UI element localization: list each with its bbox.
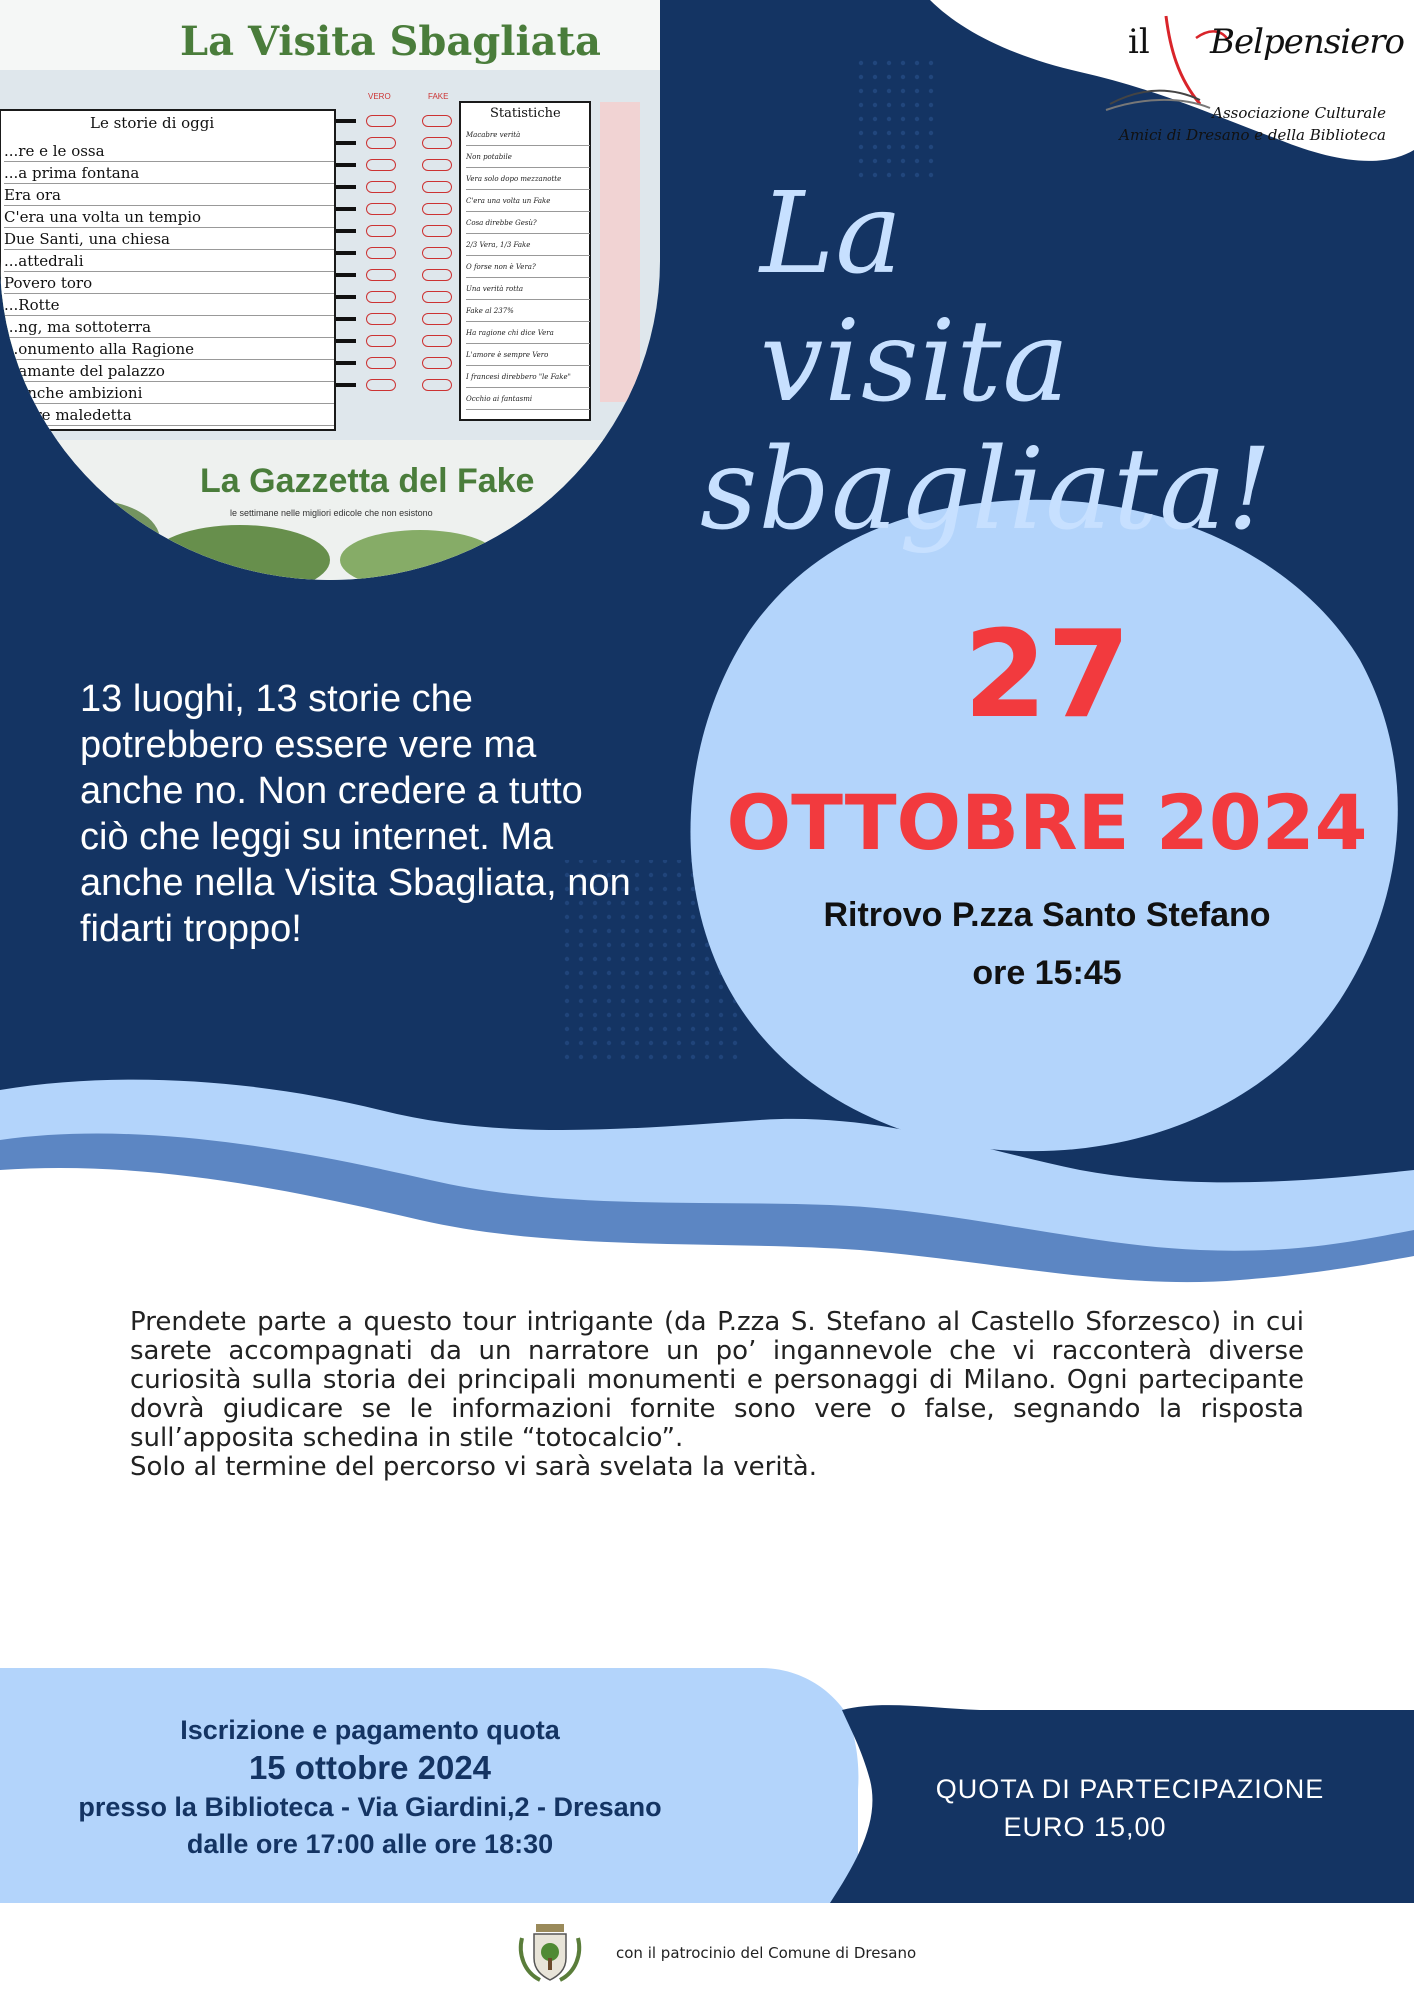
photo-true-box [366,335,396,347]
photo-fake-box [422,115,452,127]
meeting-place: Ritrovo P.zza Santo Stefano [823,896,1271,934]
photo-checkbox-row [336,286,456,308]
photo-true-box [366,159,396,171]
photo-story-item: Povero toro [4,272,334,294]
photo-checkbox-row [336,330,456,352]
photo-story-item: ...attedrali [4,250,334,272]
photo-row-dash [336,207,356,211]
event-title [680,169,1273,555]
photo-fake-box [422,335,452,347]
photo-row-dash [336,317,356,321]
photo-stat-item: O forse non è Vera? [466,256,590,278]
photo-checkbox-row [336,220,456,242]
photo-checkbox-row [336,308,456,330]
photo-stat-item: L'amore è sempre Vero [466,344,590,366]
event-title-line-2: sbagliata! [700,425,1273,555]
patronage-text: con il patrocinio del Comune di Dresano [616,1944,917,1962]
photo-col-fake: FAKE [428,92,449,101]
photo-newspaper-sub: le settimane nelle migliori edicole che non esistono [230,508,433,518]
photo-story-item: ...re e le ossa [4,140,334,162]
photo-true-box [366,137,396,149]
photo-fake-box [422,357,452,369]
photo-stat-item: C'era una volta un Fake [466,190,590,212]
photo-checkbox-row [336,242,456,264]
photo-fake-box [422,159,452,171]
photo-true-box [366,203,396,215]
registration-date: 15 ottobre 2024 [248,1749,492,1786]
photo-true-box [366,269,396,281]
photo-row-dash [336,383,356,387]
photo-true-box [366,247,396,259]
photo-story-item: ...amante del palazzo [4,360,334,382]
registration-hours: dalle ore 17:00 alle ore 18:30 [186,1829,554,1859]
photo-fake-box [422,313,452,325]
photo-story-item: ...onumento alla Ragione [4,338,334,360]
event-day: 27 [963,606,1131,745]
photo-story-list [4,140,334,426]
photo-stat-item: I francesi direbbero "le Fake" [466,366,590,388]
photo-row-dash [336,251,356,255]
photo-story-item: ...a prima fontana [4,162,334,184]
photo-stat-item: Non potabile [466,146,590,168]
photo-board-title: La Visita Sbagliata [180,18,601,65]
photo-fake-box [422,203,452,215]
photo-checkbox-columns [336,110,456,396]
photo-true-box [366,225,396,237]
photo-fake-box [422,269,452,281]
municipal-crest-icon [510,1918,590,1988]
photo-stat-item: Fake al 237% [466,300,590,322]
photo-fake-box [422,291,452,303]
photo-row-dash [336,295,356,299]
photo-row-dash [336,185,356,189]
photo-left-header: Le storie di oggi [90,114,215,132]
photo-checkbox-row [336,110,456,132]
photo-row-dash [336,273,356,277]
event-title-line-1: La visita [760,169,1071,427]
logo-prefix: il [1128,22,1150,62]
photo-stat-item: Macabre verità [466,124,590,146]
intro-text: 13 luoghi, 13 storie che potrebbero essere vere ma anche no. Non credere a tutto ciò che leggi su internet. Ma anche nella Visita Sbagliata, non fidarti troppo! [80,678,631,950]
photo-stat-item: Ha ragione chi dice Vera [466,322,590,344]
registration-heading: Iscrizione e pagamento quota [180,1715,560,1745]
photo-fake-box [422,137,452,149]
photo-story-item: Era ora [4,184,334,206]
patronage [510,1918,916,1988]
photo-row-dash [336,229,356,233]
event-month-year: OTTOBRE 2024 [726,778,1368,867]
photo-story-item: ...anche ambizioni [4,382,334,404]
photo-true-box [366,115,396,127]
photo-checkbox-row [336,264,456,286]
description-paragraph: Prendete parte a questo tour intrigante (da P.zza S. Stefano al Castello Sforzesco) in cui sarete accompagnati da un narratore un po’ ingannevole che vi racconterà diverse curiosità sulla storia dei principali monumenti e personaggi di Milano. Ogni partecipante dovrà giudicare se le informazioni fornite sono vere o false, segnando la risposta sull’apposita schedina in stile “totocalcio”. [130,1307,1304,1453]
logo-subtitle-2: Amici di Dresano e della Biblioteca [1119,126,1386,144]
photo-story-item: ...orre maledetta [4,404,334,426]
photo-stats-list [466,124,590,410]
photo-row-dash [336,119,356,123]
photo-stat-item: Una verità rotta [466,278,590,300]
photo-row-dash [336,163,356,167]
photo-checkbox-row [336,132,456,154]
logo-subtitle-1: Associazione Culturale [1212,104,1386,122]
event-description [130,1308,1304,1482]
photo-fake-box [422,181,452,193]
photo-checkbox-row [336,352,456,374]
logo-name: Belpensiero [1210,22,1404,62]
photo-stat-item: 2/3 Vera, 1/3 Fake [466,234,590,256]
photo-stat-item: Vera solo dopo mezzanotte [466,168,590,190]
photo-stat-item: Cosa direbbe Gesù? [466,212,590,234]
photo-row-dash [336,361,356,365]
photo-true-box [366,181,396,193]
photo-story-item: ...ng, ma sottoterra [4,316,334,338]
photo-true-box [366,291,396,303]
photo-fake-box [422,225,452,237]
fee-amount: EURO 15,00 [1003,1812,1167,1842]
registration-place: presso la Biblioteca - Via Giardini,2 - Dresano [78,1792,662,1822]
photo-checkbox-row [336,176,456,198]
photo-checkbox-row [336,154,456,176]
photo-fake-box [422,247,452,259]
meeting-time: ore 15:45 [972,954,1122,992]
photo-newspaper-title: La Gazzetta del Fake [200,462,535,500]
photo-right-header: Statistiche [490,106,561,121]
fee-label: QUOTA DI PARTECIPAZIONE [935,1774,1325,1804]
photo-story-item: ...Rotte [4,294,334,316]
photo-true-box [366,313,396,325]
photo-checkbox-row [336,198,456,220]
photo-fake-box [422,379,452,391]
photo-col-true: VERO [368,92,391,101]
photo-row-dash [336,141,356,145]
registration-info [20,1712,720,1862]
photo-true-box [366,379,396,391]
description-closing: Solo al termine del percorso vi sarà svelata la verità. [130,1452,817,1482]
photo-stat-item: Occhio ai fantasmi [466,388,590,410]
photo-true-box [366,357,396,369]
photo-checkbox-row [336,374,456,396]
belpensiero-logo [1070,8,1404,148]
photo-story-item: C'era una volta un tempio [4,206,334,228]
photo-story-item: Due Santi, una chiesa [4,228,334,250]
photo-row-dash [336,339,356,343]
fee-info [880,1770,1380,1846]
